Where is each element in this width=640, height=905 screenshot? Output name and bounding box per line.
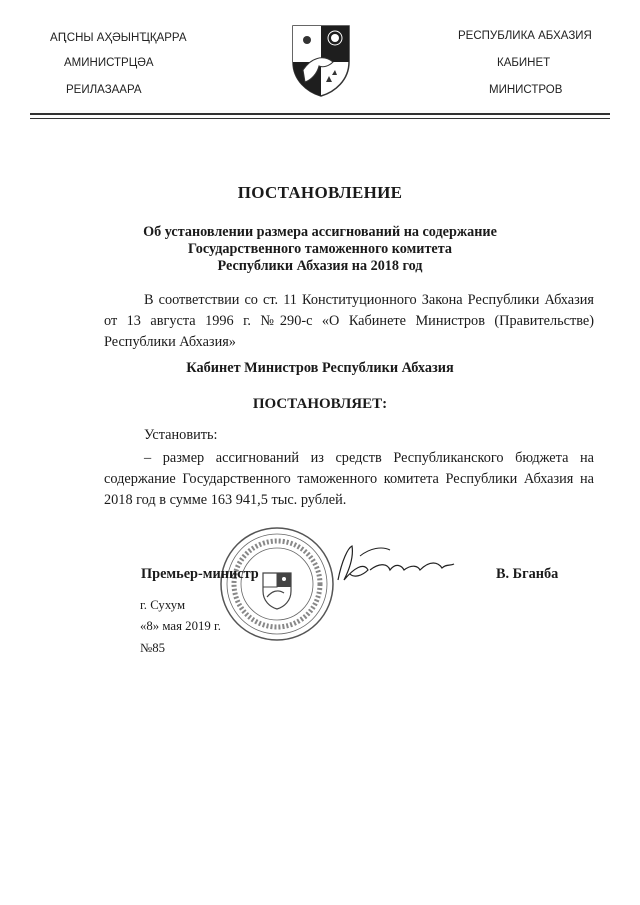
issuing-body: Кабинет Министров Республики Абхазия bbox=[186, 360, 454, 376]
official-stamp-icon bbox=[218, 525, 336, 643]
signatory-name: В. Бганба bbox=[496, 566, 559, 582]
issue-city: г. Сухум bbox=[140, 598, 186, 612]
preamble-paragraph: В соответствии со ст. 11 Конституционного Закона Республики Абхазия от 13 августа 1996 г. №290-с «О Кабинете Министров (Правительстве) Республики Абхазия» bbox=[104, 292, 594, 350]
header-right-line-1: РЕСПУБЛИКА АБХАЗИЯ bbox=[458, 30, 592, 42]
header-left-line-1: АԤСНЫ АҲӘЫНҴҚАРРА bbox=[50, 32, 187, 44]
issue-date: «8» мая 2019 г. bbox=[140, 619, 221, 633]
coat-of-arms-icon bbox=[289, 22, 353, 98]
header-left-line-2: АМИНИСТРЦӘА bbox=[64, 57, 154, 69]
subtitle-line-2: Государственного таможенного комитета bbox=[188, 241, 452, 257]
document-title: ПОСТАНОВЛЕНИЕ bbox=[237, 183, 403, 202]
subtitle-line-1: Об установлении размера ассигнований на содержание bbox=[143, 224, 497, 240]
decree-number: №85 bbox=[140, 641, 166, 655]
header-divider-thick bbox=[30, 113, 610, 115]
header-right-line-3: МИНИСТРОВ bbox=[489, 84, 563, 96]
subtitle-line-3: Республики Абхазия на 2018 год bbox=[217, 258, 423, 274]
header-divider-thin bbox=[30, 118, 610, 119]
signatory-position: Премьер-министр bbox=[141, 566, 259, 582]
header-right-line-2: КАБИНЕТ bbox=[497, 57, 551, 69]
header-left-line-3: РЕИЛАЗААРА bbox=[66, 84, 142, 96]
decree-clause: – размер ассигнований из средств Республиканского бюджета на содержание Государственного таможенного комитета Республики Абхазия на 2018 год в сумме 163 941,5 тыс. рублей. bbox=[104, 450, 594, 508]
decree-word: ПОСТАНОВЛЯЕТ: bbox=[252, 396, 388, 412]
establish-label: Установить: bbox=[144, 427, 218, 443]
handwritten-signature-icon bbox=[330, 540, 460, 588]
